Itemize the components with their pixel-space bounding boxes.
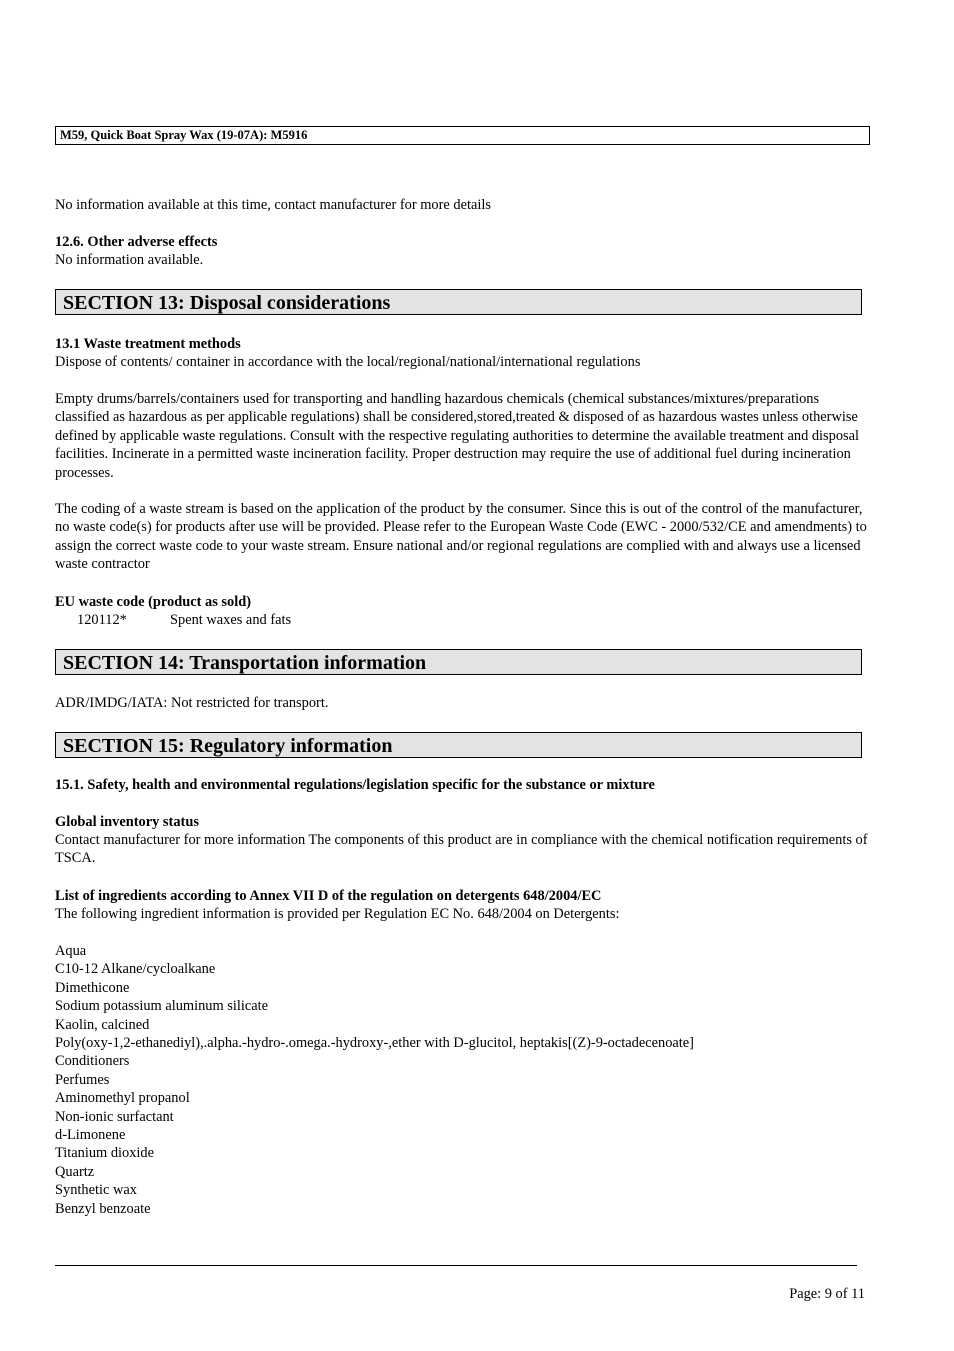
global-inventory-text: Contact manufacturer for more information The components of this product are in compliance with the chemical notification requirements of TSCA. xyxy=(55,832,868,867)
empty-drums-paragraph: Empty drums/barrels/containers used for transporting and handling hazardous chemicals (chemical substances/mixtures/preparations classified as hazardous as per applicable regulations) shall be considered,stored,treated & disposed of as hazardous wastes unless otherwise defined by applicable waste regulations. Consult with the respective regulating authorities to determine the available treatment and disposal facilities. Incinerate in a permitted waste incineration facility. Proper destruction may require the use of additional fuel during incineration processes. xyxy=(55,391,860,481)
eu-waste-code-description: Spent waxes and fats xyxy=(170,612,292,628)
ingredient-item: Titanium dioxide xyxy=(55,1145,155,1162)
eu-waste-code-value: 120112* xyxy=(77,612,127,628)
ingredient-item: Poly(oxy-1,2-ethanediyl),.alpha.-hydro-.omega.-hydroxy-,ether with D-glucitol, heptakis[(Z)-9-octadecenoate] xyxy=(55,1035,694,1052)
waste-treatment-text: Dispose of contents/ container in accordance with the local/regional/national/international regulations xyxy=(55,354,641,370)
ingredient-item: Synthetic wax xyxy=(55,1182,137,1199)
ingredient-item: Aminomethyl propanol xyxy=(55,1090,190,1107)
transport-text: ADR/IMDG/IATA: Not restricted for transport. xyxy=(55,695,329,711)
section-12-continued-text: No information available at this time, contact manufacturer for more details xyxy=(55,197,491,213)
footer-divider xyxy=(55,1265,857,1266)
waste-treatment-heading: 13.1 Waste treatment methods xyxy=(55,336,241,352)
waste-coding-paragraph: The coding of a waste stream is based on the application of the product by the consumer. Since this is out of the control of the manufacturer, no waste code(s) for products after use will be provided. Please refer to the European Waste Code (EWC - 2000/532/CE and amendments) to assign the correct waste code to your waste stream. Ensure national and/or regional regulations are complied with and always use a licensed waste contractor xyxy=(55,501,867,573)
regulations-subheading: 15.1. Safety, health and environmental regulations/legislation specific for the substance or mixture xyxy=(55,777,655,793)
ingredient-item: Quartz xyxy=(55,1163,95,1180)
document-header: M59, Quick Boat Spray Wax (19-07A): M5916 xyxy=(55,126,870,145)
eu-waste-code-heading: EU waste code (product as sold) xyxy=(55,594,252,610)
section-14-title: SECTION 14: Transportation information xyxy=(55,649,862,675)
ingredient-list xyxy=(55,942,694,1218)
ingredient-item: Conditioners xyxy=(55,1053,130,1070)
ingredients-list-heading: List of ingredients according to Annex VII D of the regulation on detergents 648/2004/EC xyxy=(55,888,602,904)
ingredient-item: C10-12 Alkane/cycloalkane xyxy=(55,961,216,978)
ingredients-intro: The following ingredient information is provided per Regulation EC No. 648/2004 on Detergents: xyxy=(55,906,620,922)
section-15-title: SECTION 15: Regulatory information xyxy=(55,732,862,758)
ingredient-item: Benzyl benzoate xyxy=(55,1200,151,1217)
ingredient-item: Perfumes xyxy=(55,1071,110,1088)
other-adverse-effects-heading: 12.6. Other adverse effects xyxy=(55,234,218,250)
ingredient-item: Sodium potassium aluminum silicate xyxy=(55,998,269,1015)
ingredient-item: Dimethicone xyxy=(55,979,130,996)
other-adverse-effects-text: No information available. xyxy=(55,252,204,268)
page-number: Page: 9 of 11 xyxy=(789,1286,865,1302)
ingredient-item: Non-ionic surfactant xyxy=(55,1108,174,1125)
section-13-title: SECTION 13: Disposal considerations xyxy=(55,289,862,315)
global-inventory-heading: Global inventory status xyxy=(55,814,199,830)
ingredient-item: Kaolin, calcined xyxy=(55,1016,150,1033)
ingredient-item: Aqua xyxy=(55,943,87,959)
ingredient-item: d-Limonene xyxy=(55,1127,126,1144)
